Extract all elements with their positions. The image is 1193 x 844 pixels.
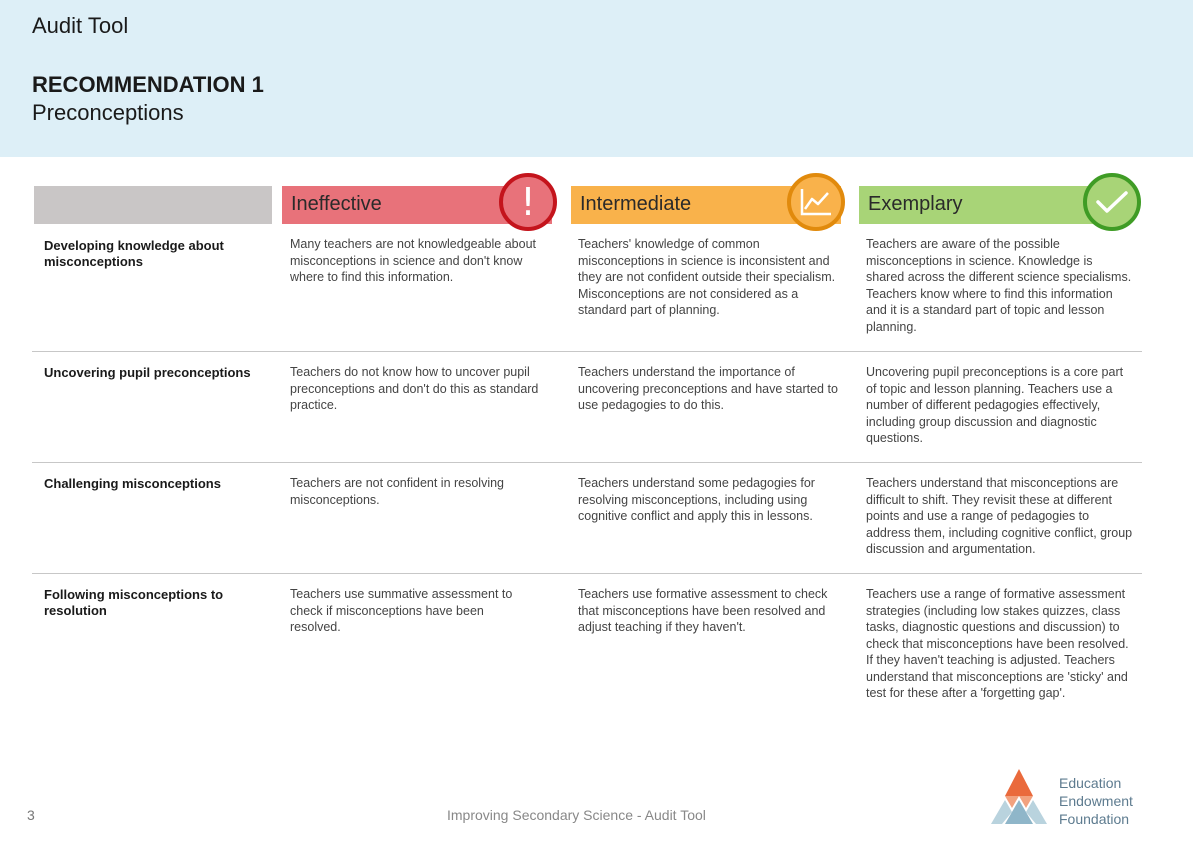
row-divider xyxy=(32,573,1142,574)
row-label-developing-knowledge: Developing knowledge about misconceptions xyxy=(44,238,224,269)
cell-developing-exemplary: Teachers are aware of the possible misconceptions in science. Knowledge is shared across the different science specialisms. Teachers know where to find this information and it is a standard part of topic and lesson planning. xyxy=(866,237,1132,334)
cell-challenging-ineffective: Teachers are not confident in resolving misconceptions. xyxy=(290,476,505,507)
row-label-challenging-misconceptions: Challenging misconceptions xyxy=(44,476,221,491)
cell-uncovering-intermediate: Teachers understand the importance of uncovering preconceptions and have started to use pedagogies to do this. xyxy=(578,365,838,412)
row-label-following-to-resolution: Following misconceptions to resolution xyxy=(44,587,224,618)
exclamation-icon: ! xyxy=(499,173,557,231)
column-header-blank xyxy=(34,186,272,224)
cell-challenging-exemplary: Teachers understand that misconceptions are difficult to shift. They revisit these at different points and use a range of pedagogies to address them, including cognitive conflict, group discussion and argumentation. xyxy=(866,476,1133,556)
recommendation-number: RECOMMENDATION 1 xyxy=(32,72,264,97)
eef-logo-text xyxy=(1059,774,1133,828)
checkmark-icon xyxy=(1083,173,1141,231)
cell-uncovering-exemplary: Uncovering pupil preconceptions is a core part of topic and lesson planning. Teachers use a number of different pedagogies effectively, including group discussion and diagnostic questions. xyxy=(866,365,1124,445)
eef-logo-icon xyxy=(988,766,1058,828)
cell-challenging-intermediate: Teachers understand some pedagogies for resolving misconceptions, including using cognitive conflict and apply this in lessons. xyxy=(578,476,815,523)
logo-line-education: Education xyxy=(1059,775,1122,791)
logo-line-foundation: Foundation xyxy=(1059,811,1130,827)
cell-following-intermediate: Teachers use formative assessment to check that misconceptions have been resolved and adjust teaching if they haven't. xyxy=(578,587,828,634)
column-label-ineffective: Ineffective xyxy=(291,193,382,215)
doc-title: Audit Tool xyxy=(32,13,129,38)
cell-developing-intermediate: Teachers' knowledge of common misconceptions in science is inconsistent and they are not confident outside their specialism. Misconceptions are not considered as a standard part of planning. xyxy=(578,237,836,317)
cell-following-exemplary: Teachers use a range of formative assessment strategies (including low stakes quizzes, class tasks, diagnostic questions and discussion) to check that misconceptions have been resolved. If they haven't teaching is adjusted. Teachers understand that misconceptions are 'sticky' and test for these after a 'forgetting gap'. xyxy=(866,587,1129,700)
row-label-uncovering-preconceptions: Uncovering pupil preconceptions xyxy=(44,365,251,380)
page-number: 3 xyxy=(27,807,35,823)
row-divider xyxy=(32,351,1142,352)
trend-chart-icon xyxy=(787,173,845,231)
column-label-intermediate: Intermediate xyxy=(580,193,692,215)
logo-line-endowment: Endowment xyxy=(1059,793,1133,809)
cell-following-ineffective: Teachers use summative assessment to check if misconceptions have been resolved. xyxy=(290,587,513,634)
cell-developing-ineffective: Many teachers are not knowledgeable about misconceptions in science and don't know where to find this information. xyxy=(290,237,536,284)
cell-uncovering-ineffective: Teachers do not know how to uncover pupil preconceptions and don't do this as standard practice. xyxy=(290,365,539,412)
recommendation-name: Preconceptions xyxy=(32,100,184,125)
footer-title: Improving Secondary Science - Audit Tool xyxy=(447,807,706,823)
column-label-exemplary: Exemplary xyxy=(868,193,963,215)
row-divider xyxy=(32,462,1142,463)
